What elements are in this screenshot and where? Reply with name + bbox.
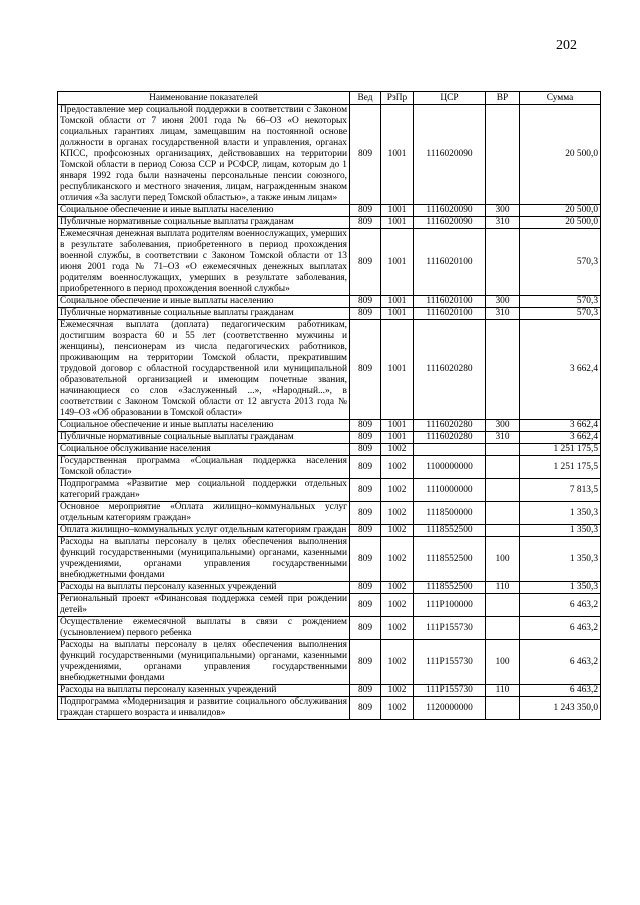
cell-name: Публичные нормативные социальные выплаты гражданам [58,432,350,444]
cell-rzpr: 1001 [381,105,414,205]
cell-rzpr: 1002 [381,697,414,720]
cell-csr: 1120000000 [414,697,486,720]
cell-vr: 310 [486,217,520,229]
cell-vr [486,444,520,456]
cell-csr: 1116020280 [414,432,486,444]
cell-ved: 809 [350,420,381,432]
table-row [58,582,601,594]
cell-csr: 111P100000 [414,594,486,617]
cell-name: Ежемесячная денежная выплата родителям военнослужащих, умерших в результате заболевания, приобретенного в период прохождения военной службы, в соответствии с Законом Томской области от 13 июня 2001 года № 71–ОЗ «О ежемесячных денежных выплатах родителям военнослужащих, умерших в результате заболевания, приобретенного в период прохождения военной службы» [58,229,350,296]
cell-rzpr: 1002 [381,594,414,617]
cell-ved: 809 [350,582,381,594]
cell-csr: 1116020100 [414,229,486,296]
cell-name: Оплата жилищно–коммунальных услуг отдельным категориям граждан [58,525,350,537]
cell-rzpr: 1002 [381,582,414,594]
cell-vr [486,617,520,640]
table-row [58,640,601,685]
cell-ved: 809 [350,296,381,308]
cell-rzpr: 1001 [381,296,414,308]
cell-vr: 310 [486,432,520,444]
cell-sum: 570,3 [520,296,601,308]
table-row [58,594,601,617]
cell-ved: 809 [350,229,381,296]
cell-name: Публичные нормативные социальные выплаты гражданам [58,308,350,320]
cell-name: Ежемесячная выплата (доплата) педагогическим работникам, достигшим возраста 60 и 55 лет (соответственно мужчины и женщины), пенсионерам из числа педагогических работников, проживающим на территории Томской области, прекратившим трудовой договор с областной государственной или муниципальной образовательной организацией и имеющим почетные звания, начинающиеся со слов «Заслуженный ...», «Народный...», в соответствии с Законом Томской области от 12 августа 2013 года № 149–ОЗ «Об образовании в Томской области» [58,320,350,420]
cell-sum: 1 251 175,5 [520,456,601,479]
cell-sum: 1 251 175,5 [520,444,601,456]
cell-vr: 100 [486,537,520,582]
table-row [58,296,601,308]
header-sum: Сумма [520,92,601,105]
cell-csr: 1116020280 [414,320,486,420]
page-number: 202 [556,38,577,53]
cell-name: Социальное обеспечение и иные выплаты населению [58,420,350,432]
cell-ved: 809 [350,217,381,229]
cell-sum: 3 662,4 [520,420,601,432]
cell-ved: 809 [350,594,381,617]
table-row [58,685,601,697]
cell-name: Предоставление мер социальной поддержки в соответствии с Законом Томской области от 7 июня 2001 года № 66–ОЗ «О некоторых социальных гарантиях лицам, замещавшим на постоянной основе должности в органах государственной власти и управления, органах КПСС, профсоюзных организациях, действовавших на территории Томской области в период Союза ССР и РСФСР, лицам, которым до 1 января 1992 года были назначены персональные пенсии союзного, республиканского и местного значения, лицам, награжденным знаком отличия «За заслуги перед Томской областью», а также иным лицам» [58,105,350,205]
cell-sum: 6 463,2 [520,594,601,617]
cell-name: Подпрограмма «Модернизация и развитие социального обслуживания граждан старшего возраста и инвалидов» [58,697,350,720]
cell-vr [486,229,520,296]
cell-ved: 809 [350,640,381,685]
cell-rzpr: 1002 [381,537,414,582]
cell-sum: 7 813,5 [520,479,601,502]
cell-ved: 809 [350,320,381,420]
cell-name: Подпрограмма «Развитие мер социальной поддержки отдельных категорий граждан» [58,479,350,502]
cell-csr: 111P155730 [414,685,486,697]
cell-rzpr: 1001 [381,229,414,296]
table-header-row [58,92,601,105]
cell-sum: 3 662,4 [520,432,601,444]
table-row [58,205,601,217]
table-row [58,420,601,432]
cell-csr: 111P155730 [414,617,486,640]
cell-vr [486,502,520,525]
header-csr: ЦСР [414,92,486,105]
cell-sum: 6 463,2 [520,617,601,640]
cell-sum: 20 500,0 [520,205,601,217]
table-row [58,525,601,537]
cell-rzpr: 1002 [381,479,414,502]
cell-rzpr: 1001 [381,205,414,217]
header-vr: ВР [486,92,520,105]
cell-vr: 310 [486,308,520,320]
cell-name: Социальное обеспечение и иные выплаты населению [58,296,350,308]
cell-name: Расходы на выплаты персоналу казенных учреждений [58,685,350,697]
cell-sum: 3 662,4 [520,320,601,420]
cell-rzpr: 1002 [381,685,414,697]
cell-ved: 809 [350,617,381,640]
cell-vr: 300 [486,420,520,432]
cell-vr: 300 [486,205,520,217]
cell-ved: 809 [350,502,381,525]
cell-vr [486,697,520,720]
cell-sum: 1 243 350,0 [520,697,601,720]
cell-name: Расходы на выплаты персоналу казенных учреждений [58,582,350,594]
cell-vr [486,456,520,479]
cell-ved: 809 [350,444,381,456]
cell-name: Расходы на выплаты персоналу в целях обеспечения выполнения функций государственными (муниципальными) органами, казенными учреждениями, органами управления государственными внебюджетными фондами [58,537,350,582]
cell-rzpr: 1002 [381,640,414,685]
cell-csr: 1116020090 [414,217,486,229]
cell-vr: 110 [486,582,520,594]
cell-ved: 809 [350,525,381,537]
table-row [58,456,601,479]
cell-ved: 809 [350,479,381,502]
cell-rzpr: 1002 [381,456,414,479]
cell-sum: 20 500,0 [520,105,601,205]
cell-rzpr: 1002 [381,502,414,525]
cell-csr [414,444,486,456]
cell-csr: 111P155730 [414,640,486,685]
cell-csr: 1116020280 [414,420,486,432]
cell-csr: 1118552500 [414,582,486,594]
cell-csr: 1118500000 [414,502,486,525]
cell-name: Региональный проект «Финансовая поддержка семей при рождении детей» [58,594,350,617]
cell-vr [486,320,520,420]
cell-sum: 1 350,3 [520,502,601,525]
cell-sum: 6 463,2 [520,640,601,685]
table-row [58,502,601,525]
table-row [58,308,601,320]
cell-rzpr: 1002 [381,525,414,537]
cell-csr: 1110000000 [414,479,486,502]
table-row [58,229,601,296]
cell-rzpr: 1002 [381,617,414,640]
cell-rzpr: 1001 [381,217,414,229]
cell-sum: 1 350,3 [520,525,601,537]
cell-sum: 570,3 [520,308,601,320]
cell-name: Осуществление ежемесячной выплаты в связи с рождением (усыновлением) первого ребенка [58,617,350,640]
cell-ved: 809 [350,697,381,720]
cell-rzpr: 1001 [381,432,414,444]
cell-ved: 809 [350,432,381,444]
cell-rzpr: 1001 [381,308,414,320]
cell-vr [486,594,520,617]
table-row [58,432,601,444]
cell-sum: 1 350,3 [520,582,601,594]
cell-ved: 809 [350,685,381,697]
cell-ved: 809 [350,105,381,205]
cell-name: Социальное обеспечение и иные выплаты населению [58,205,350,217]
cell-vr [486,105,520,205]
cell-csr: 1116020090 [414,105,486,205]
cell-sum: 20 500,0 [520,217,601,229]
cell-csr: 1100000000 [414,456,486,479]
header-rzpr: РзПр [381,92,414,105]
cell-name: Расходы на выплаты персоналу в целях обеспечения выполнения функций государственными (муниципальными) органами, казенными учреждениями, органами управления государственными внебюджетными фондами [58,640,350,685]
cell-vr: 100 [486,640,520,685]
table-row [58,105,601,205]
cell-name: Основное мероприятие «Оплата жилищно–коммунальных услуг отдельным категориям граждан» [58,502,350,525]
cell-rzpr: 1001 [381,420,414,432]
cell-sum: 570,3 [520,229,601,296]
cell-name: Социальное обслуживание населения [58,444,350,456]
cell-ved: 809 [350,537,381,582]
table-row [58,320,601,420]
cell-vr: 300 [486,296,520,308]
table-row [58,479,601,502]
cell-sum: 6 463,2 [520,685,601,697]
table-row [58,217,601,229]
table-row [58,537,601,582]
cell-csr: 1118552500 [414,537,486,582]
cell-ved: 809 [350,456,381,479]
cell-rzpr: 1002 [381,444,414,456]
cell-csr: 1116020090 [414,205,486,217]
table-row [58,444,601,456]
cell-vr: 110 [486,685,520,697]
cell-rzpr: 1001 [381,320,414,420]
cell-csr: 1116020100 [414,308,486,320]
table-body [58,105,601,720]
cell-sum: 1 350,3 [520,537,601,582]
budget-table [57,91,601,720]
header-ved: Вед [350,92,381,105]
cell-csr: 1116020100 [414,296,486,308]
cell-csr: 1118552500 [414,525,486,537]
table-row [58,697,601,720]
cell-ved: 809 [350,205,381,217]
cell-vr [486,525,520,537]
cell-vr [486,479,520,502]
cell-ved: 809 [350,308,381,320]
cell-name: Публичные нормативные социальные выплаты гражданам [58,217,350,229]
cell-name: Государственная программа «Социальная поддержка населения Томской области» [58,456,350,479]
table-row [58,617,601,640]
header-name: Наименование показателей [58,92,350,105]
